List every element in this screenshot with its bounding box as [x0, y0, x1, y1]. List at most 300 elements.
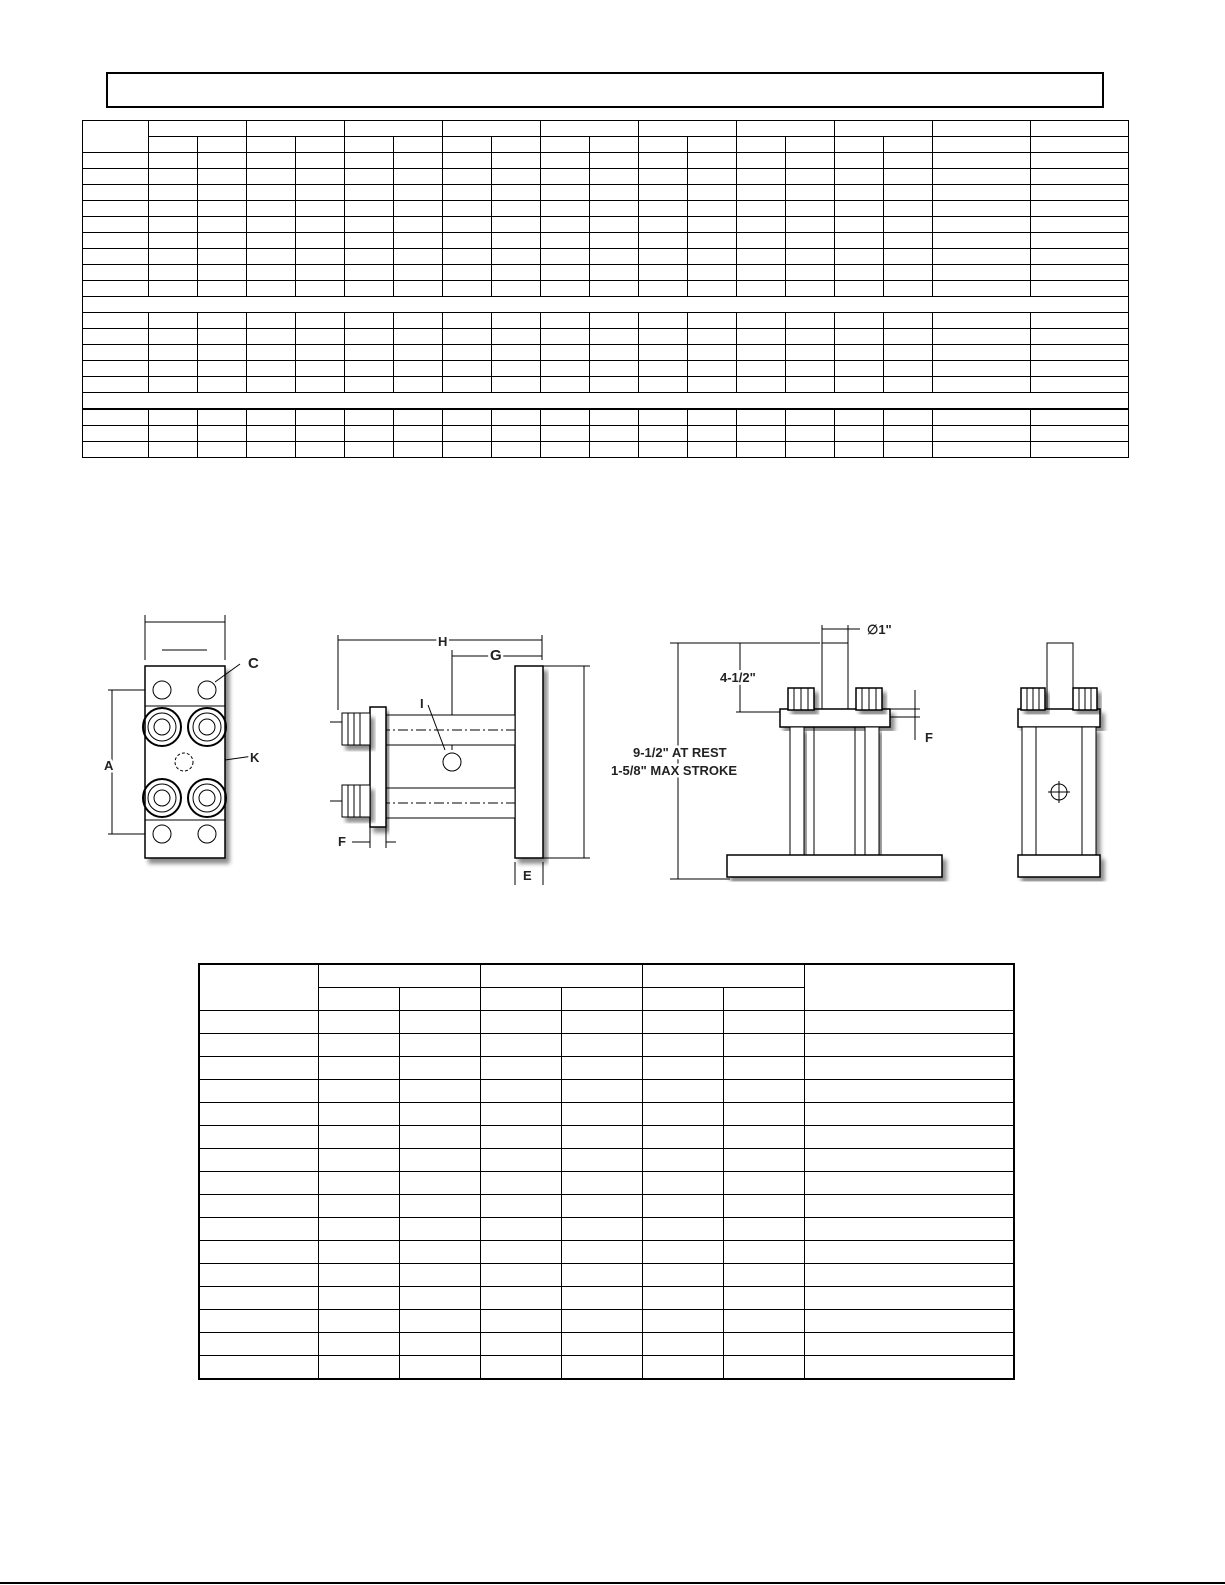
- table-cell: [318, 1103, 399, 1126]
- table-cell: [480, 1172, 561, 1195]
- table-cell: [1031, 249, 1129, 265]
- table-cell: [443, 265, 492, 281]
- table-cell: [492, 185, 541, 201]
- table-cell: [492, 313, 541, 329]
- table-cell: [247, 281, 296, 297]
- label-i: I: [420, 696, 424, 711]
- table-cell: [199, 1080, 318, 1103]
- table-cell: [688, 426, 737, 442]
- table-cell: [296, 426, 345, 442]
- table-cell: [149, 153, 198, 169]
- table-cell: [561, 1195, 642, 1218]
- table-cell: [1031, 329, 1129, 345]
- table-cell: [492, 329, 541, 345]
- table-cell: [480, 964, 642, 988]
- table-cell: [1031, 185, 1129, 201]
- table-cell: [884, 281, 933, 297]
- table-cell: [884, 409, 933, 426]
- table-cell: [345, 265, 394, 281]
- table-cell: [296, 361, 345, 377]
- table-cell: [443, 361, 492, 377]
- table-cell: [492, 201, 541, 217]
- table-cell: [198, 169, 247, 185]
- table-cell: [835, 169, 884, 185]
- table-cell: [541, 442, 590, 458]
- table-cell: [399, 1264, 480, 1287]
- table-cell: [318, 1333, 399, 1356]
- table-cell: [296, 442, 345, 458]
- table-cell: [804, 1126, 1014, 1149]
- table-cell: [884, 345, 933, 361]
- table-row: [83, 249, 1129, 265]
- table-cell: [480, 1057, 561, 1080]
- table-cell: [835, 377, 884, 393]
- table-cell: [835, 281, 884, 297]
- table-cell: [149, 442, 198, 458]
- table-cell: [642, 1241, 723, 1264]
- table-cell: [642, 1218, 723, 1241]
- table-cell: [83, 169, 149, 185]
- table-cell: [198, 345, 247, 361]
- table-cell: [786, 137, 835, 153]
- table-cell: [786, 281, 835, 297]
- table-cell: [198, 153, 247, 169]
- table-cell: [933, 377, 1031, 393]
- table-section-row: [83, 297, 1129, 313]
- table-cell: [723, 988, 804, 1011]
- table-cell: [786, 249, 835, 265]
- table-cell: [394, 201, 443, 217]
- table-cell: [83, 281, 149, 297]
- table-cell: [737, 281, 786, 297]
- table-cell: [318, 1241, 399, 1264]
- table-cell: [492, 169, 541, 185]
- table-cell: [318, 1057, 399, 1080]
- table-cell: [541, 361, 590, 377]
- table-cell: [642, 1333, 723, 1356]
- table-cell: [737, 249, 786, 265]
- table-cell: [639, 249, 688, 265]
- table-cell: [1031, 361, 1129, 377]
- table-cell: [835, 313, 884, 329]
- table-row: [199, 1195, 1014, 1218]
- table-cell: [835, 233, 884, 249]
- table-cell: [345, 217, 394, 233]
- table-cell: [198, 329, 247, 345]
- table-cell: [804, 1218, 1014, 1241]
- table-cell: [296, 313, 345, 329]
- table-cell: [933, 217, 1031, 233]
- table-row: [83, 361, 1129, 377]
- table-row: [83, 426, 1129, 442]
- table-row: [83, 409, 1129, 426]
- table-cell: [443, 442, 492, 458]
- table-cell: [835, 249, 884, 265]
- table-row: [83, 442, 1129, 458]
- table-cell: [639, 153, 688, 169]
- table-cell: [804, 1011, 1014, 1034]
- table-cell: [345, 377, 394, 393]
- table-cell: [835, 153, 884, 169]
- label-diameter: ∅1": [867, 622, 892, 637]
- table-cell: [884, 169, 933, 185]
- technical-drawing: [90, 600, 1140, 910]
- table-row: [199, 1103, 1014, 1126]
- table-cell: [345, 137, 394, 153]
- table-cell: [723, 1310, 804, 1333]
- table-cell: [933, 442, 1031, 458]
- table-cell: [83, 153, 149, 169]
- table-cell: [688, 185, 737, 201]
- table-cell: [443, 345, 492, 361]
- table-cell: [639, 426, 688, 442]
- table-cell: [884, 153, 933, 169]
- table-cell: [198, 426, 247, 442]
- table-cell: [541, 185, 590, 201]
- table-cell: [198, 249, 247, 265]
- table-cell: [723, 1080, 804, 1103]
- table-cell: [149, 185, 198, 201]
- table-cell: [345, 361, 394, 377]
- table-cell: [399, 1310, 480, 1333]
- table-cell: [83, 442, 149, 458]
- table-cell: [590, 137, 639, 153]
- table-cell: [590, 153, 639, 169]
- table-cell: [198, 137, 247, 153]
- table-cell: [492, 409, 541, 426]
- table-cell: [480, 1011, 561, 1034]
- table-cell: [480, 1287, 561, 1310]
- table-cell: [561, 1356, 642, 1380]
- table-cell: [149, 329, 198, 345]
- table-cell: [443, 426, 492, 442]
- table-cell: [804, 964, 1014, 1011]
- table-cell: [198, 233, 247, 249]
- table-cell: [199, 1057, 318, 1080]
- table-cell: [247, 345, 296, 361]
- table-cell: [561, 1103, 642, 1126]
- table-cell: [399, 1011, 480, 1034]
- selection-table: [198, 963, 1015, 1380]
- table-cell: [198, 313, 247, 329]
- table-cell: [247, 249, 296, 265]
- table-cell: [399, 1195, 480, 1218]
- table-cell: [933, 249, 1031, 265]
- table-cell: [642, 1195, 723, 1218]
- table-cell: [492, 281, 541, 297]
- table-cell: [639, 233, 688, 249]
- table-cell: [642, 1287, 723, 1310]
- table-cell: [83, 265, 149, 281]
- table-cell: [835, 426, 884, 442]
- table-cell: [737, 377, 786, 393]
- table-cell: [1031, 169, 1129, 185]
- table-cell: [345, 426, 394, 442]
- table-cell: [590, 201, 639, 217]
- table-cell: [561, 1241, 642, 1264]
- table-cell: [247, 201, 296, 217]
- table-cell: [247, 265, 296, 281]
- label-height-9-line2: 1-5/8" MAX STROKE: [611, 763, 738, 778]
- table-cell: [933, 329, 1031, 345]
- table-row: [199, 1034, 1014, 1057]
- table-cell: [296, 409, 345, 426]
- label-g: G: [490, 647, 502, 664]
- table-cell: [737, 233, 786, 249]
- top-view: [108, 615, 260, 858]
- table-cell: [804, 1195, 1014, 1218]
- table-cell: [399, 1172, 480, 1195]
- table-cell: [723, 1034, 804, 1057]
- table-cell: [318, 1126, 399, 1149]
- table-cell: [199, 1172, 318, 1195]
- table-cell: [642, 1080, 723, 1103]
- table-cell: [296, 217, 345, 233]
- table-cell: [835, 345, 884, 361]
- table-cell: [83, 249, 149, 265]
- table-cell: [541, 345, 590, 361]
- table-cell: [786, 442, 835, 458]
- table-cell: [1031, 281, 1129, 297]
- table-cell: [561, 1333, 642, 1356]
- table-cell: [835, 361, 884, 377]
- table-cell: [149, 233, 198, 249]
- table-cell: [83, 233, 149, 249]
- table-cell: [688, 233, 737, 249]
- table-cell: [1031, 201, 1129, 217]
- table-cell: [804, 1264, 1014, 1287]
- table-row: [199, 1356, 1014, 1380]
- table-cell: [561, 988, 642, 1011]
- table-cell: [933, 137, 1031, 153]
- table-cell: [642, 1149, 723, 1172]
- table-cell: [639, 329, 688, 345]
- table-cell: [642, 1103, 723, 1126]
- table-row: [199, 1080, 1014, 1103]
- table-cell: [247, 153, 296, 169]
- table-cell: [443, 249, 492, 265]
- table-cell: [345, 169, 394, 185]
- table-cell: [884, 249, 933, 265]
- table-cell: [399, 1080, 480, 1103]
- table-cell: [198, 185, 247, 201]
- table-row: [83, 377, 1129, 393]
- table-cell: [443, 233, 492, 249]
- table-row: [199, 1172, 1014, 1195]
- table-cell: [933, 409, 1031, 426]
- table-cell: [541, 426, 590, 442]
- table-cell: [492, 233, 541, 249]
- table-cell: [480, 1310, 561, 1333]
- table-cell: [399, 1333, 480, 1356]
- table-cell: [541, 201, 590, 217]
- table-cell: [541, 377, 590, 393]
- table-cell: [199, 1241, 318, 1264]
- table-cell: [394, 265, 443, 281]
- table-cell: [639, 265, 688, 281]
- table-cell: [723, 1218, 804, 1241]
- table-cell: [884, 426, 933, 442]
- table-cell: [443, 121, 541, 137]
- table-cell: [480, 1103, 561, 1126]
- table-cell: [639, 345, 688, 361]
- table-cell: [247, 137, 296, 153]
- table-cell: [639, 185, 688, 201]
- table-cell: [884, 442, 933, 458]
- table-cell: [492, 217, 541, 233]
- table-cell: [688, 442, 737, 458]
- table-cell: [492, 137, 541, 153]
- table-cell: [492, 345, 541, 361]
- table-cell: [561, 1149, 642, 1172]
- table-cell: [884, 217, 933, 233]
- table-cell: [394, 281, 443, 297]
- table-cell: [1031, 121, 1129, 137]
- table-cell: [296, 233, 345, 249]
- table-row: [199, 1241, 1014, 1264]
- table-cell: [723, 1241, 804, 1264]
- table-cell: [884, 233, 933, 249]
- table-cell: [394, 153, 443, 169]
- table-cell: [443, 201, 492, 217]
- table-cell: [345, 185, 394, 201]
- table-cell: [561, 1011, 642, 1034]
- table-cell: [933, 201, 1031, 217]
- table-row: [199, 1218, 1014, 1241]
- table-cell: [199, 1126, 318, 1149]
- table-cell: [149, 201, 198, 217]
- table-cell: [83, 426, 149, 442]
- table-cell: [786, 217, 835, 233]
- table-cell: [394, 313, 443, 329]
- table-cell: [590, 442, 639, 458]
- table-cell: [933, 121, 1031, 137]
- table-cell: [83, 185, 149, 201]
- table-row: [83, 313, 1129, 329]
- table-cell: [492, 249, 541, 265]
- table-cell: [149, 281, 198, 297]
- table-cell: [247, 442, 296, 458]
- table-cell: [541, 121, 639, 137]
- table-cell: [247, 329, 296, 345]
- table-row: [83, 281, 1129, 297]
- table-cell: [492, 265, 541, 281]
- table-cell: [642, 1034, 723, 1057]
- table-cell: [492, 442, 541, 458]
- table-cell: [83, 409, 149, 426]
- table-cell: [723, 1011, 804, 1034]
- table-cell: [835, 265, 884, 281]
- table-cell: [933, 426, 1031, 442]
- table-cell: [296, 281, 345, 297]
- table-row: [83, 233, 1129, 249]
- table-cell: [541, 233, 590, 249]
- table-cell: [247, 361, 296, 377]
- table-cell: [688, 345, 737, 361]
- table-row: [199, 1287, 1014, 1310]
- table-cell: [786, 377, 835, 393]
- table-cell: [443, 169, 492, 185]
- table-cell: [1031, 442, 1129, 458]
- table-cell: [296, 153, 345, 169]
- table-cell: [590, 409, 639, 426]
- table-cell: [884, 185, 933, 201]
- table-cell: [561, 1310, 642, 1333]
- table-cell: [541, 281, 590, 297]
- table-cell: [642, 1356, 723, 1380]
- table-cell: [723, 1195, 804, 1218]
- table-cell: [804, 1172, 1014, 1195]
- table-cell: [149, 217, 198, 233]
- table-cell: [639, 137, 688, 153]
- table-cell: [688, 265, 737, 281]
- table-cell: [394, 185, 443, 201]
- table-cell: [688, 313, 737, 329]
- table-cell: [399, 1218, 480, 1241]
- table-cell: [198, 442, 247, 458]
- table-cell: [642, 1264, 723, 1287]
- table-cell: [199, 1149, 318, 1172]
- table-cell: [443, 217, 492, 233]
- table-cell: [688, 281, 737, 297]
- table-cell: [884, 361, 933, 377]
- table-cell: [688, 153, 737, 169]
- table-cell: [83, 297, 1129, 313]
- table-cell: [296, 137, 345, 153]
- table-cell: [1031, 377, 1129, 393]
- table-cell: [394, 169, 443, 185]
- table-cell: [399, 1126, 480, 1149]
- table-cell: [1031, 313, 1129, 329]
- table-cell: [804, 1356, 1014, 1380]
- table-cell: [541, 217, 590, 233]
- table-cell: [149, 169, 198, 185]
- table-cell: [737, 329, 786, 345]
- table-cell: [561, 1218, 642, 1241]
- table-cell: [149, 409, 198, 426]
- table-cell: [443, 329, 492, 345]
- table-cell: [492, 361, 541, 377]
- table-cell: [480, 1241, 561, 1264]
- table-cell: [1031, 217, 1129, 233]
- table-cell: [247, 185, 296, 201]
- table-cell: [318, 1172, 399, 1195]
- table-cell: [296, 377, 345, 393]
- table-cell: [394, 329, 443, 345]
- table-cell: [639, 217, 688, 233]
- table-cell: [480, 1264, 561, 1287]
- table-cell: [804, 1103, 1014, 1126]
- table-cell: [786, 409, 835, 426]
- table-cell: [737, 217, 786, 233]
- table-cell: [639, 409, 688, 426]
- table-row: [83, 329, 1129, 345]
- table-cell: [642, 1011, 723, 1034]
- table-cell: [480, 1034, 561, 1057]
- table-cell: [933, 185, 1031, 201]
- table-cell: [804, 1241, 1014, 1264]
- table-cell: [198, 265, 247, 281]
- table-cell: [835, 442, 884, 458]
- table-cell: [804, 1057, 1014, 1080]
- table-cell: [296, 345, 345, 361]
- table-cell: [149, 265, 198, 281]
- table-cell: [394, 377, 443, 393]
- table-cell: [786, 169, 835, 185]
- table-cell: [198, 377, 247, 393]
- table-cell: [399, 1287, 480, 1310]
- table-cell: [394, 137, 443, 153]
